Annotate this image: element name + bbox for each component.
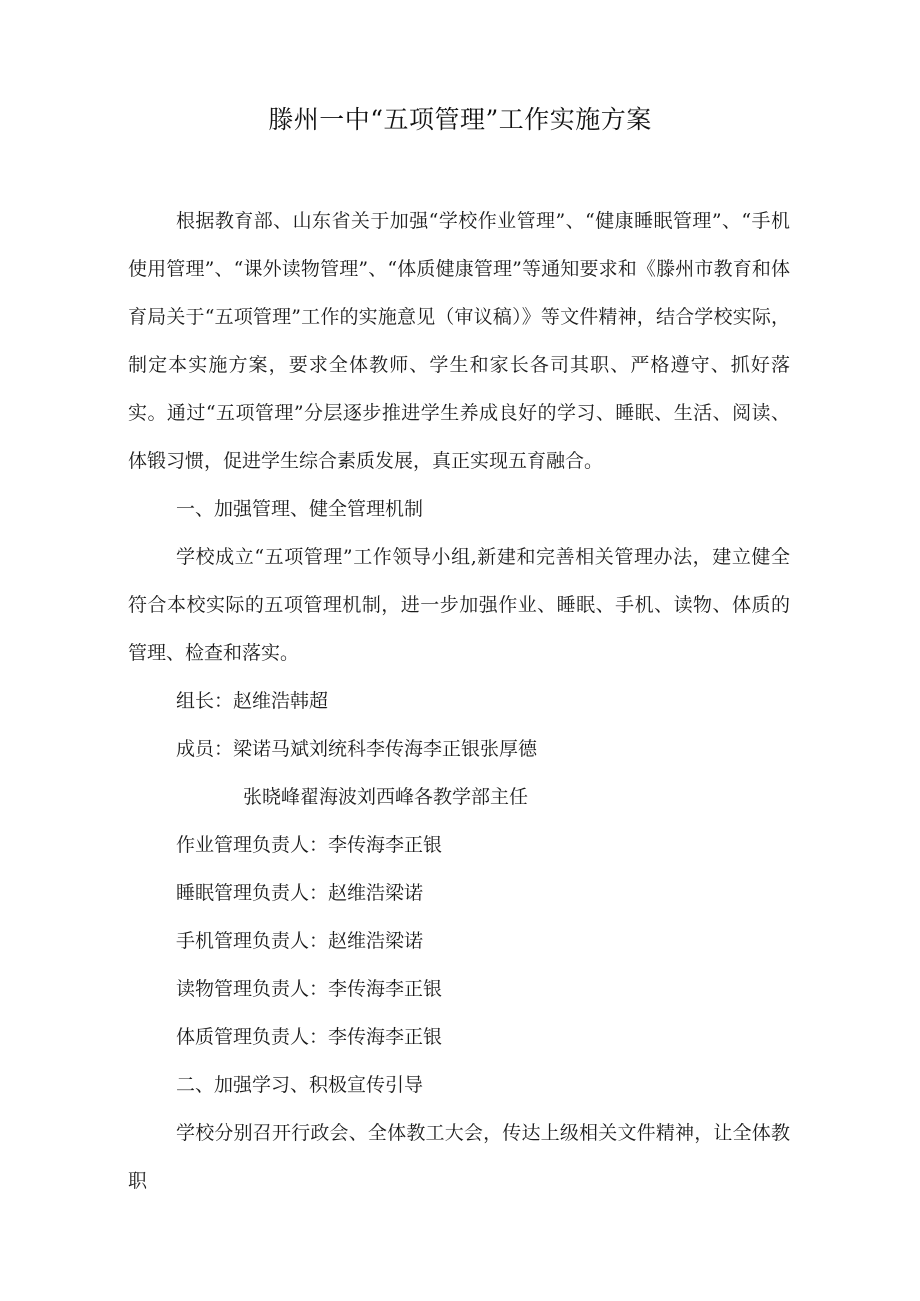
section2-heading: 二、加强学习、积极宣传引导: [176, 1074, 424, 1096]
fitness-lead-line: 体质管理负责人：李传海李正银: [176, 1026, 443, 1048]
members-line-2: 张晓峰翟海波刘西峰各教学部主任: [243, 786, 529, 808]
members-line-1: 成员：梁诺马斌刘统科李传海李正银张厚德: [176, 738, 538, 760]
section1-heading: 一、加强管理、健全管理机制: [176, 498, 424, 520]
reading-lead-line: 读物管理负责人：李传海李正银: [176, 978, 443, 1000]
sleep-lead-line: 睡眠管理负责人：赵维浩梁诺: [176, 882, 424, 904]
intro-paragraph: 根据教育部、山东省关于加强“学校作业管理”、“健康睡眠管理”、“手机使用管理”、“课外读物管理”、“体质健康管理”等通知要求和《滕州市教育和体育局关于“五项管理”工作的实施意见（审议稿）》等文件精神，结合学校实际，制定本实施方案，要求全体教师、学生和家长各司其职、严格遵守、抓好落实。通过“五项管理”分层逐步推进学生养成良好的学习、睡眠、生活、阅读、体锻习惯，促进学生综合素质发展，真正实现五育融合。: [128, 210, 790, 472]
document-body: [128, 197, 790, 1205]
document-title: 滕州一中“五项管理”工作实施方案: [268, 105, 652, 134]
phone-lead-line: 手机管理负责人：赵维浩梁诺: [176, 930, 424, 952]
homework-lead-line: 作业管理负责人：李传海李正银: [176, 834, 443, 856]
leader-line: 组长：赵维浩韩超: [176, 690, 329, 712]
section2-paragraph: 学校分别召开行政会、全体教工大会，传达上级相关文件精神，让全体教职: [128, 1122, 790, 1192]
section1-paragraph: 学校成立“五项管理”工作领导小组,新建和完善相关管理办法，建立健全符合本校实际的五项管理机制，进一步加强作业、睡眠、手机、读物、体质的管理、检查和落实。: [128, 546, 790, 664]
